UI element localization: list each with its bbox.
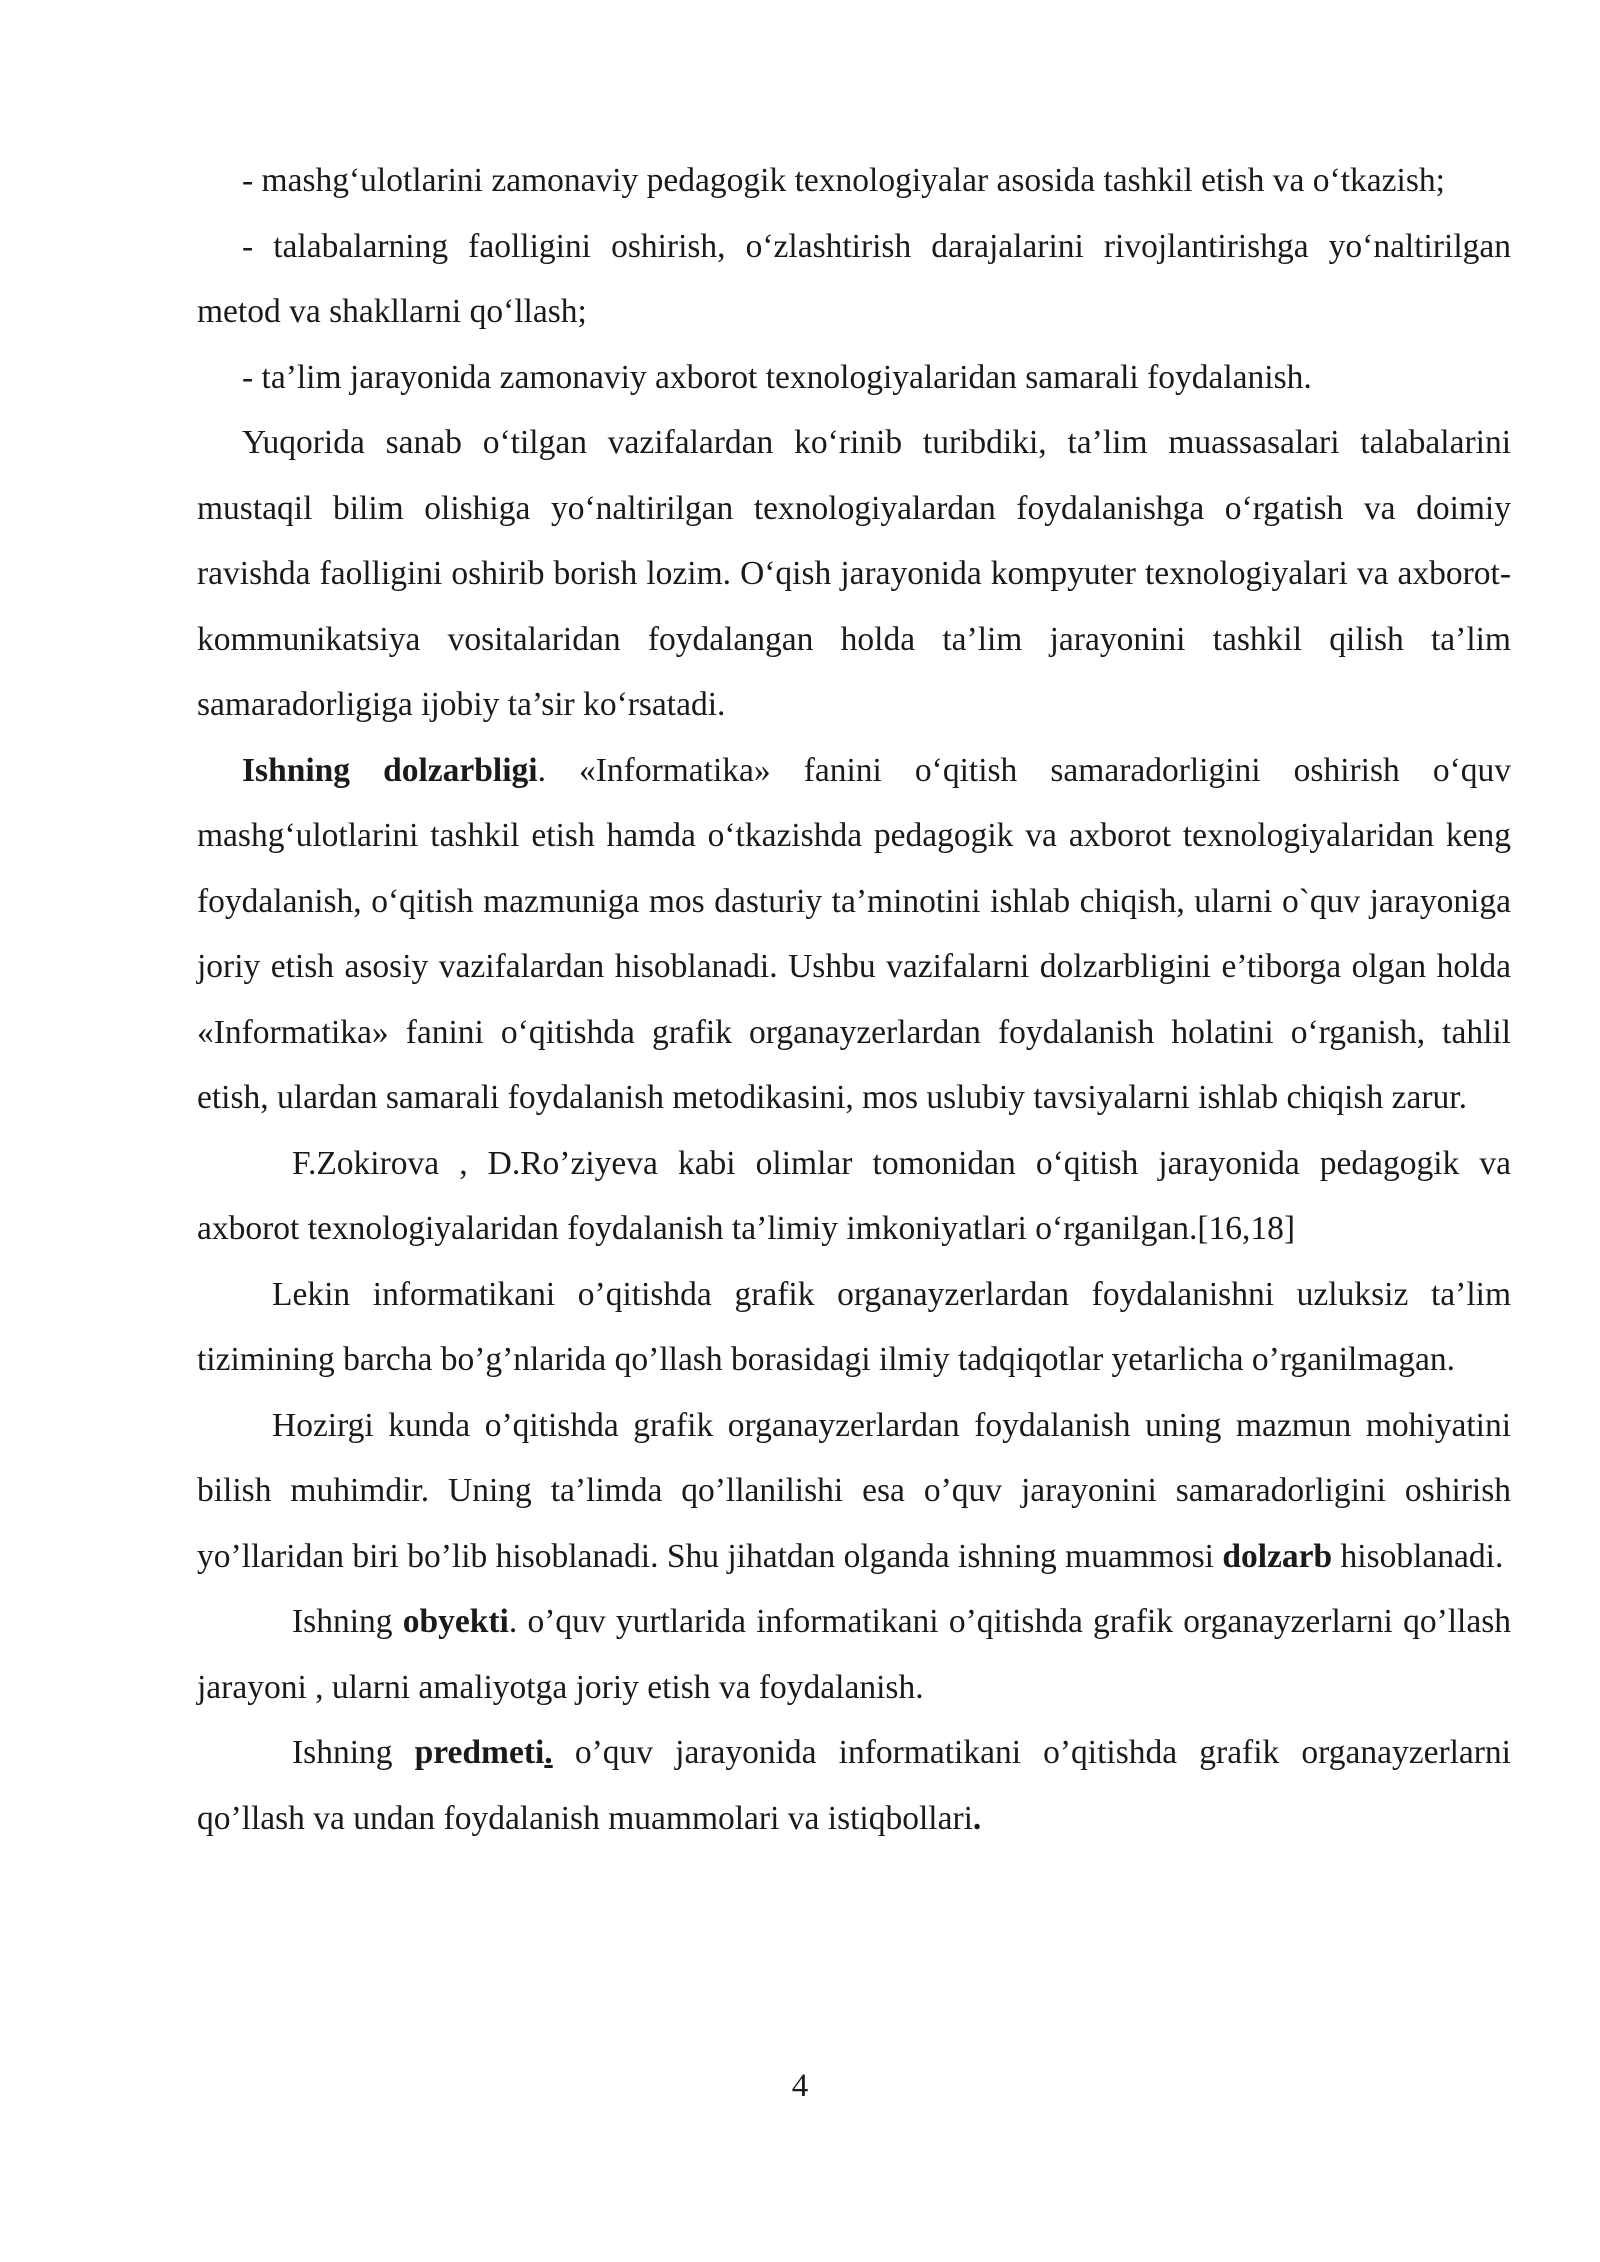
hozirgi-text: Hozirgi kunda o’qitishda grafik organayzerlardan foydalanish uning mazmun mohiyatini bilish muhimdir. Uning ta’limda qo’llanilishi esa o’quv jarayonini samaradorligini oshirish yo’llaridan biri bo’lib hisoblanadi. Shu jihatdan olganda ishning muammosi bbox=[197, 1406, 1511, 1575]
subject-text: o’quv jarayonida informatikani o’qitishda grafik organayzerlarni qo’llash va undan foydalanish muammolari va istiqbollari bbox=[197, 1734, 1511, 1837]
paragraph-object bbox=[197, 1589, 1511, 1720]
paragraph-zokirova: F.Zokirova , D.Ro’ziyeva kabi olimlar tomonidan o‘qitish jarayonida pedagogik va axborot texnologiyalaridan foydalanish ta’limiy imkoniyatlari o‘rganilgan.[16,18] bbox=[197, 1144, 1511, 1247]
subject-underlined: . bbox=[544, 1734, 553, 1771]
subject-bold bbox=[415, 1734, 553, 1771]
subject-lead: Ishning bbox=[292, 1734, 415, 1771]
paragraph-relevance bbox=[197, 738, 1511, 1131]
hozirgi-tail: hisoblanadi. bbox=[1332, 1537, 1504, 1575]
relevance-heading: Ishning dolzarbligi bbox=[242, 751, 538, 789]
page-number: 4 bbox=[791, 2068, 809, 2104]
relevance-text: . «Informatika» fanini o‘qitish samaradorligini oshirish o‘quv mashg‘ulotlarini tashkil etish hamda o‘tkazishda pedagogik va axborot texnologiyalaridan keng foydalanish, o‘qitish mazmuniga mos dasturiy ta’minotini ishlab chiqish, ularni o`quv jarayoniga joriy etish asosiy vazifalardan hisoblanadi. Ushbu vazifalarni dolzarbligini e’tiborga olgan holda «Informatika» fanini o‘qitishda grafik organayzerlardan foydalanish holatini o‘rganish, tahlil etish, ulardan samarali foydalanish metodikasini, mos uslubiy tavsiyalarni ishlab chiqish zarur. bbox=[197, 751, 1511, 1116]
bullet-item: - ta’lim jarayonida zamonaviy axborot texnologiyalaridan samarali foydalanish. bbox=[242, 358, 1312, 396]
subject-tail: . bbox=[972, 1799, 982, 1837]
paragraph-subject bbox=[197, 1720, 1511, 1851]
document-page bbox=[197, 148, 1511, 1851]
bullet-item: - talabalarning faolligini oshirish, o‘zlashtirish darajalarini rivojlantirishga yo‘naltirilgan metod va shakllarni qo‘llash; bbox=[197, 227, 1511, 330]
paragraph-lekin: Lekin informatikani o’qitishda grafik organayzerlardan foydalanishni uzluksiz ta’lim tizimining barcha bo’g’nlarida qo’llash borasidagi ilmiy tadqiqotlar yetarlicha o’rganilmagan. bbox=[197, 1275, 1511, 1378]
subject-bold-word: predmeti bbox=[414, 1734, 545, 1771]
paragraph-hozirgi bbox=[197, 1393, 1511, 1590]
object-lead: Ishning bbox=[292, 1603, 403, 1640]
paragraph-tasks: Yuqorida sanab o‘tilgan vazifalardan ko‘rinib turibdiki, ta’lim muassasalari talabalarini mustaqil bilim olishiga yo‘naltirilgan texnologiyalardan foydalanishga o‘rgatish va doimiy ravishda faolligini oshirib borish lozim. O‘qish jarayonida kompyuter texnologiyalari va axborot-kommunikatsiya vositalaridan foydalangan holda ta’lim jarayonini tashkil qilish ta’lim samaradorligiga ijobiy ta’sir ko‘rsatadi. bbox=[197, 424, 1511, 723]
object-bold: obyekti bbox=[402, 1603, 509, 1640]
hozirgi-bold: dolzarb bbox=[1222, 1537, 1333, 1575]
bullet-item: - mashg‘ulotlarini zamonaviy pedagogik texnologiyalar asosida tashkil etish va o‘tkazish; bbox=[242, 162, 1445, 199]
object-text: . o’quv yurtlarida informatikani o’qitishda grafik organayzerlarni qo’llash jarayoni , ularni amaliyotga joriy etish va foydalanish. bbox=[197, 1603, 1512, 1706]
